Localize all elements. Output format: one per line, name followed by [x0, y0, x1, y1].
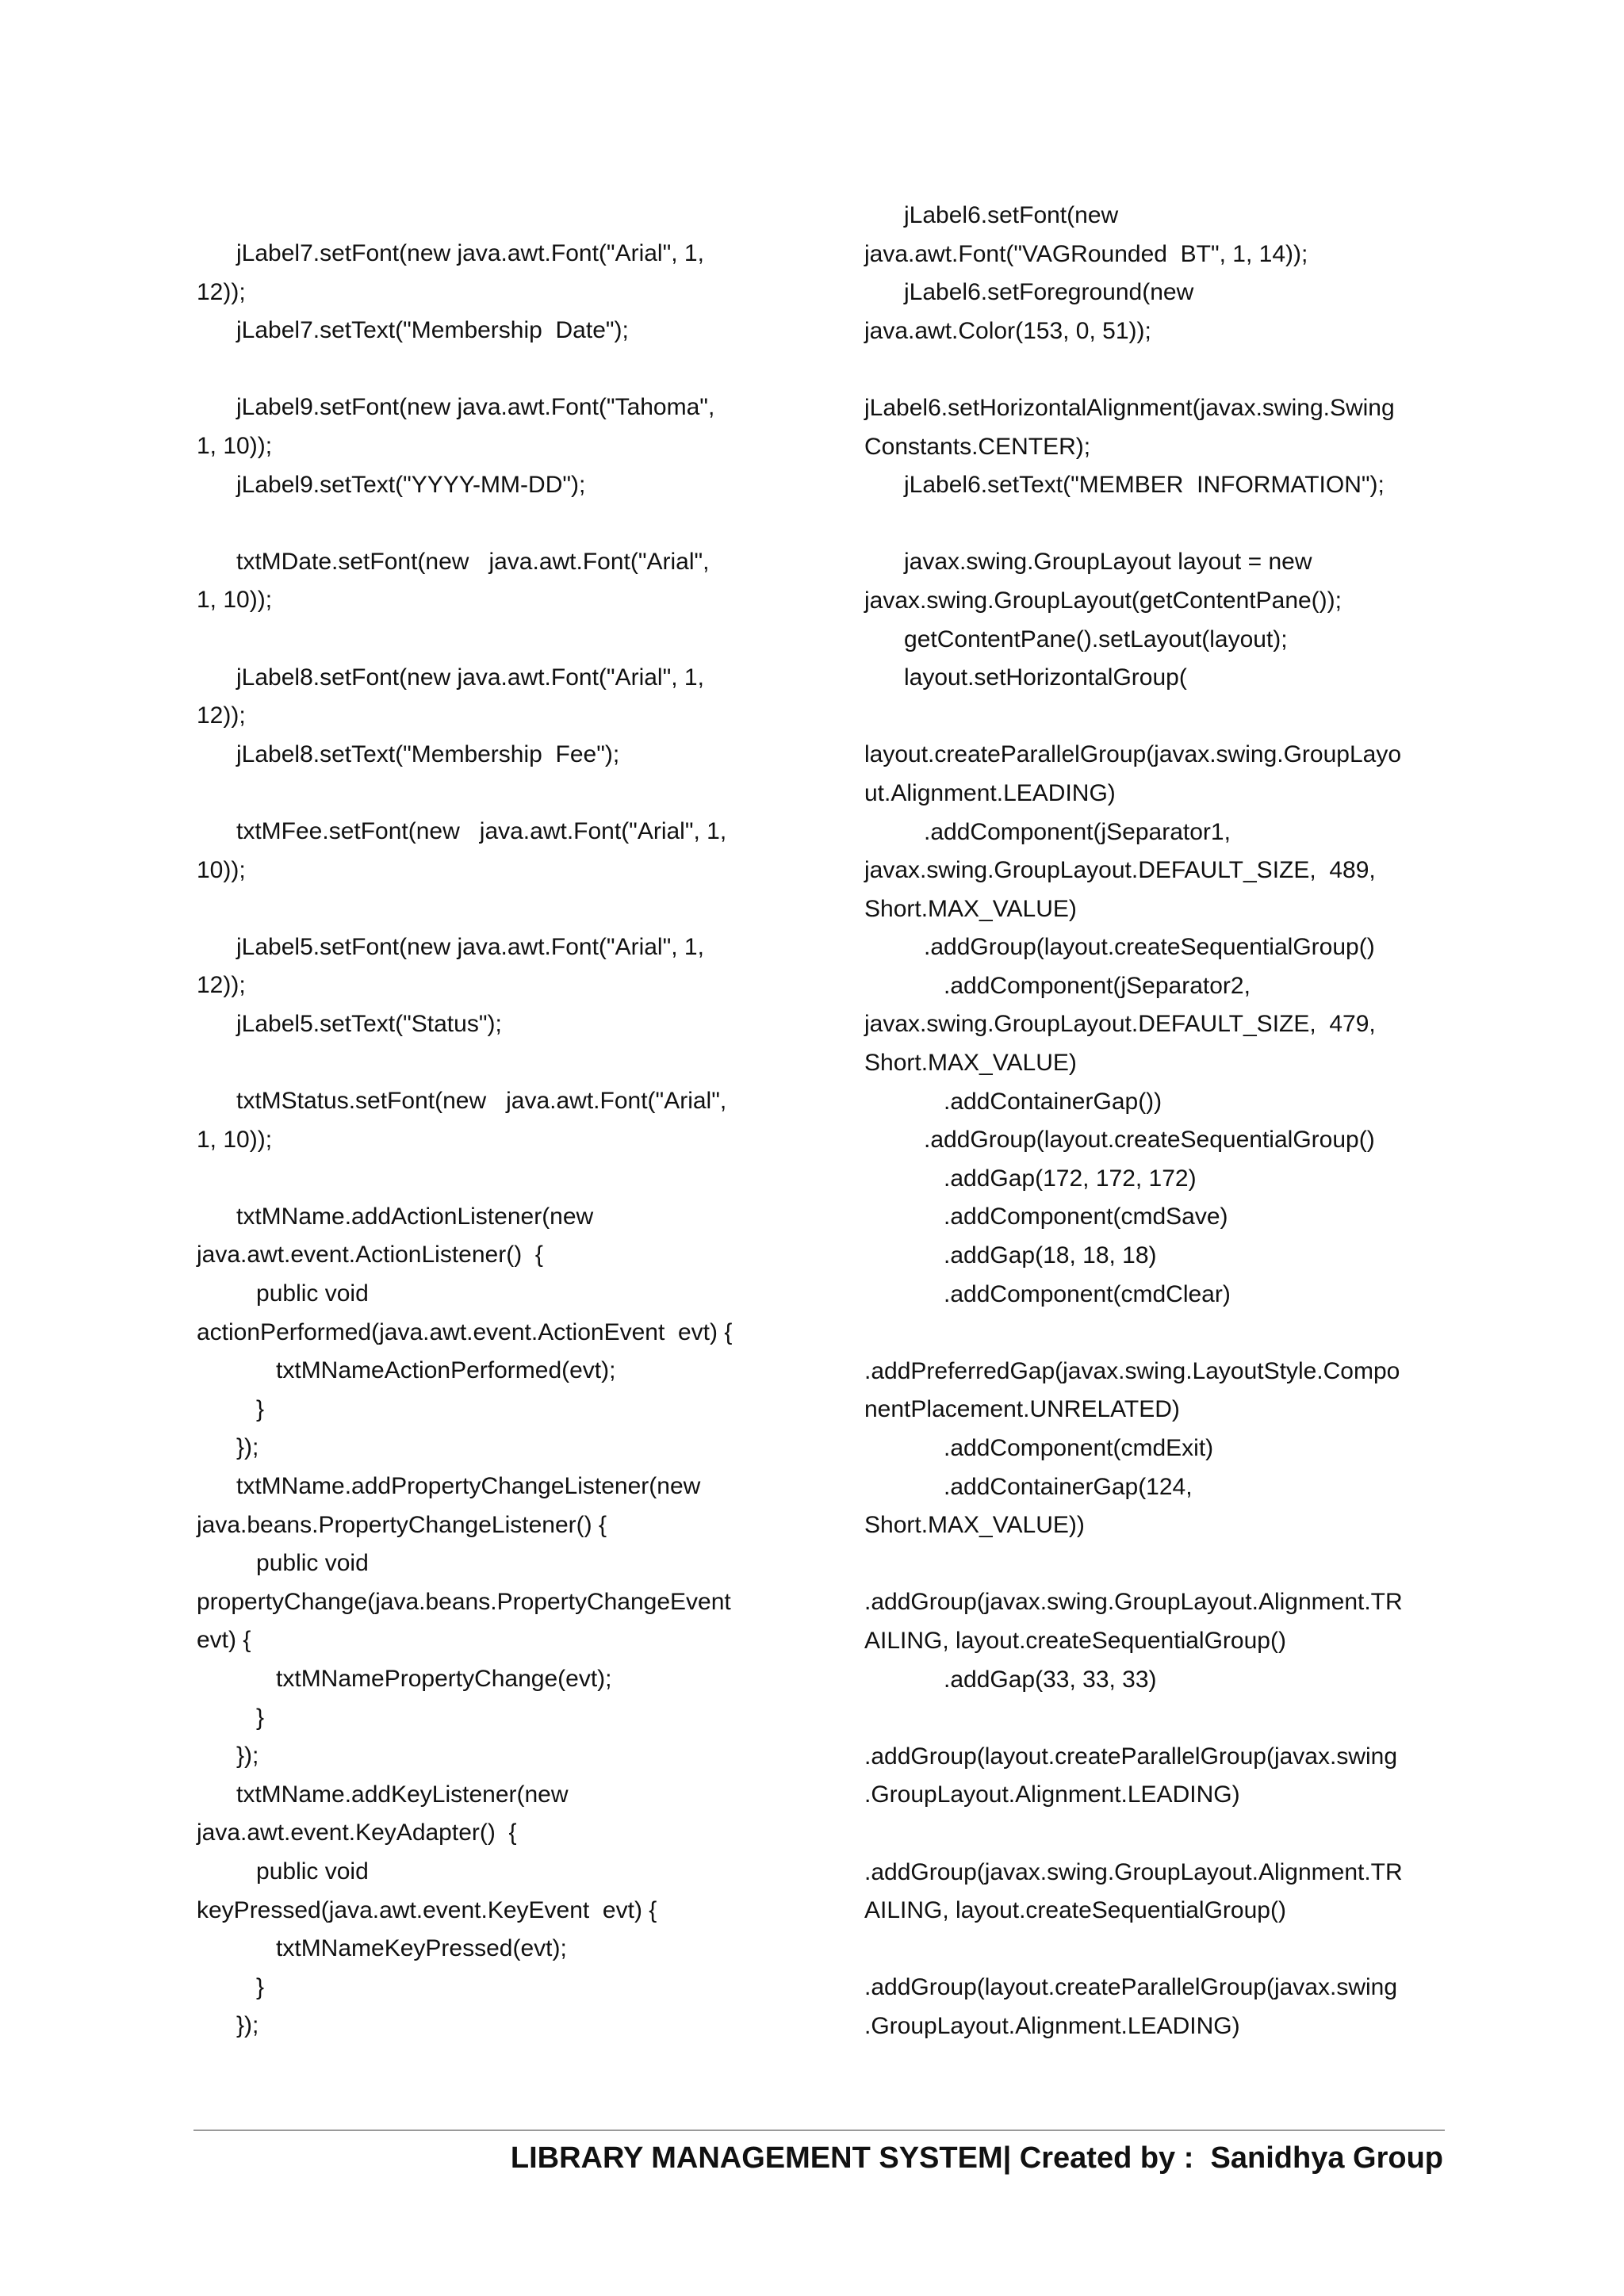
code-line: [864, 1314, 1451, 1353]
code-line: jLabel7.setFont(new java.awt.Font("Arial", 1,: [197, 240, 704, 266]
code-line: [864, 1545, 1451, 1584]
code-line: Short.MAX_VALUE)): [864, 1512, 1085, 1539]
code-line: txtMStatus.setFont(new java.awt.Font("Arial",: [197, 1088, 727, 1115]
code-line: jLabel8.setFont(new java.awt.Font("Arial", 1,: [197, 664, 704, 691]
code-line: .addComponent(jSeparator2,: [864, 972, 1251, 999]
code-line: jLabel8.setText("Membership Fee");: [197, 740, 620, 767]
code-line: txtMNameActionPerformed(evt);: [197, 1357, 616, 1384]
code-line: java.beans.PropertyChangeListener() {: [197, 1511, 607, 1538]
code-line: .GroupLayout.Alignment.LEADING): [864, 2012, 1240, 2039]
code-line: }: [197, 1395, 265, 1422]
code-line: java.awt.Font("VAGRounded BT", 1, 14));: [864, 240, 1308, 267]
code-line: [197, 890, 783, 928]
code-line: .addPreferredGap(javax.swing.LayoutStyle.Compo: [864, 1357, 1400, 1384]
code-line: .addGap(172, 172, 172): [864, 1165, 1197, 1192]
code-line: .addGap(33, 33, 33): [864, 1666, 1157, 1693]
code-line: txtMName.addPropertyChangeListener(new: [197, 1473, 701, 1499]
code-line: jLabel6.setHorizontalAlignment(javax.swing.Swing: [864, 394, 1395, 421]
code-line: .addComponent(cmdSave): [864, 1203, 1228, 1230]
code-line: txtMNameKeyPressed(evt);: [197, 1935, 567, 1962]
code-line: 10));: [197, 856, 246, 883]
code-line: .addGroup(layout.createParallelGroup(javax.swing: [864, 1974, 1398, 2001]
code-line: 12));: [197, 702, 246, 729]
code-line: [864, 350, 1451, 389]
code-line: .addGap(18, 18, 18): [864, 1242, 1157, 1269]
code-line: layout.createParallelGroup(javax.swing.GroupLayo: [864, 741, 1402, 768]
code-line: java.awt.event.KeyAdapter() {: [197, 1820, 517, 1846]
code-column-left: [197, 235, 783, 2045]
code-line: .addComponent(cmdExit): [864, 1435, 1214, 1461]
code-line: layout.setHorizontalGroup(: [864, 664, 1187, 691]
code-line: getContentPane().setLayout(layout);: [864, 626, 1288, 652]
code-line: .addComponent(jSeparator1,: [864, 818, 1231, 845]
code-line: 12));: [197, 972, 246, 999]
code-line: nentPlacement.UNRELATED): [864, 1396, 1180, 1423]
code-line: [197, 350, 783, 389]
code-line: jLabel9.setText("YYYY-MM-DD");: [197, 471, 586, 498]
code-line: .addContainerGap(124,: [864, 1473, 1193, 1500]
code-line: 12));: [197, 278, 246, 305]
code-line: }: [197, 1973, 265, 2000]
code-line: Short.MAX_VALUE): [864, 1050, 1077, 1077]
code-line: javax.swing.GroupLayout(getContentPane());: [864, 587, 1342, 614]
code-line: jLabel7.setText("Membership Date");: [197, 317, 629, 344]
code-column-right: [864, 197, 1451, 2046]
code-line: public void: [197, 1858, 369, 1885]
code-line: jLabel5.setFont(new java.awt.Font("Arial", 1,: [197, 933, 704, 960]
code-line: [864, 698, 1451, 737]
code-line: public void: [197, 1280, 369, 1307]
code-line: Short.MAX_VALUE): [864, 895, 1077, 922]
code-line: .addGroup(layout.createSequentialGroup(): [864, 934, 1375, 961]
code-line: txtMNamePropertyChange(evt);: [197, 1665, 612, 1692]
code-line: [864, 1815, 1451, 1854]
code-line: AILING, layout.createSequentialGroup(): [864, 1897, 1286, 1924]
code-line: [864, 1931, 1451, 1969]
code-line: txtMName.addActionListener(new: [197, 1203, 594, 1230]
code-line: txtMName.addKeyListener(new: [197, 1781, 569, 1808]
code-line: .addComponent(cmdClear): [864, 1280, 1231, 1307]
code-line: jLabel6.setText("MEMBER INFORMATION");: [864, 472, 1385, 499]
code-line: .GroupLayout.Alignment.LEADING): [864, 1781, 1240, 1808]
code-line: AILING, layout.createSequentialGroup(): [864, 1627, 1286, 1654]
code-line: javax.swing.GroupLayout layout = new: [864, 549, 1312, 576]
code-line: [197, 504, 783, 543]
code-line: jLabel5.setText("Status");: [197, 1010, 502, 1037]
code-line: txtMDate.setFont(new java.awt.Font("Arial",: [197, 548, 710, 575]
code-line: txtMFee.setFont(new java.awt.Font("Arial", 1,: [197, 817, 727, 844]
code-line: java.awt.Color(153, 0, 51));: [864, 317, 1151, 344]
code-line: });: [197, 1434, 259, 1461]
code-line: actionPerformed(java.awt.event.ActionEvent evt) {: [197, 1318, 733, 1345]
code-line: });: [197, 1743, 259, 1770]
code-line: javax.swing.GroupLayout.DEFAULT_SIZE, 479,: [864, 1011, 1376, 1038]
code-line: javax.swing.GroupLayout.DEFAULT_SIZE, 489,: [864, 857, 1376, 884]
code-line: evt) {: [197, 1627, 251, 1654]
code-line: 1, 10));: [197, 587, 273, 614]
code-line: ut.Alignment.LEADING): [864, 779, 1116, 806]
code-line: [197, 620, 783, 659]
code-line: [864, 1699, 1451, 1738]
code-line: .addGroup(layout.createParallelGroup(javax.swing: [864, 1743, 1398, 1770]
code-line: [197, 1159, 783, 1198]
code-line: jLabel6.setFont(new: [864, 202, 1119, 228]
code-line: jLabel6.setForeground(new: [864, 279, 1194, 306]
code-line: .addGroup(layout.createSequentialGroup(): [864, 1127, 1375, 1154]
code-line: 1, 10));: [197, 1126, 273, 1153]
code-line: [864, 505, 1451, 544]
code-line: }: [197, 1704, 265, 1731]
code-line: public void: [197, 1550, 369, 1577]
code-line: });: [197, 2012, 259, 2039]
code-line: .addGroup(javax.swing.GroupLayout.Alignment.TR: [864, 1858, 1403, 1885]
code-line: .addGroup(javax.swing.GroupLayout.Alignment.TR: [864, 1589, 1403, 1616]
code-line: propertyChange(java.beans.PropertyChangeEvent: [197, 1588, 731, 1615]
code-line: [197, 1043, 783, 1082]
code-line: Constants.CENTER);: [864, 433, 1091, 460]
code-line: 1, 10));: [197, 432, 273, 459]
code-line: java.awt.event.ActionListener() {: [197, 1242, 543, 1269]
code-line: jLabel9.setFont(new java.awt.Font("Tahoma",: [197, 394, 715, 421]
code-line: .addContainerGap()): [864, 1088, 1162, 1115]
code-line: keyPressed(java.awt.event.KeyEvent evt) {: [197, 1896, 657, 1923]
footer-text: LIBRARY MANAGEMENT SYSTEM| Created by : Sanidhya Group: [510, 2141, 1443, 2175]
code-line: [197, 774, 783, 813]
footer-divider: [193, 2130, 1445, 2131]
